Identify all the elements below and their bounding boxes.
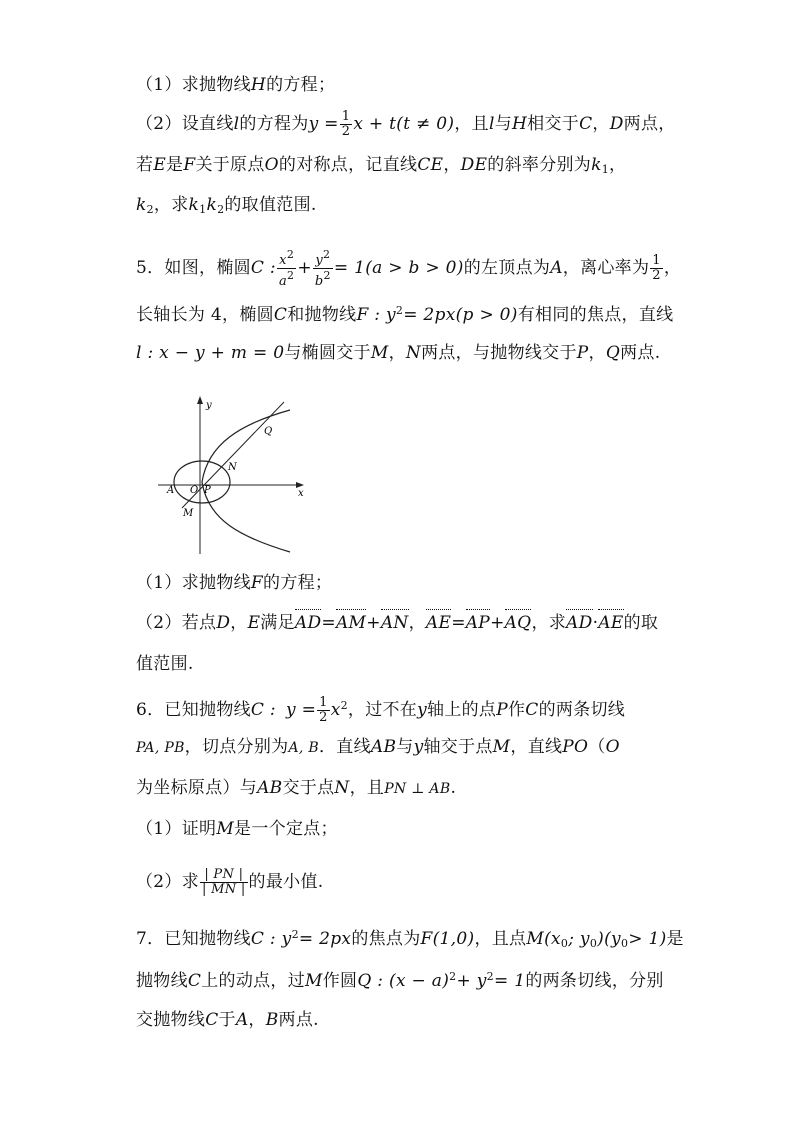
label-A: A bbox=[167, 485, 175, 496]
den bbox=[277, 269, 296, 289]
var-F: F bbox=[183, 155, 196, 175]
eq: ; y bbox=[568, 929, 590, 949]
vector-AM: AM bbox=[335, 613, 367, 633]
q6-line1 bbox=[136, 695, 625, 725]
var-H: H bbox=[512, 114, 528, 134]
var-y: y bbox=[413, 737, 424, 757]
text: 和抛物线 bbox=[287, 305, 357, 325]
fraction bbox=[313, 248, 333, 289]
text: 是 bbox=[666, 929, 684, 949]
text: 两点. bbox=[278, 1010, 319, 1030]
text: 的焦点为 bbox=[351, 929, 421, 949]
op: + bbox=[366, 613, 381, 633]
op: + bbox=[297, 258, 312, 278]
text: 5．如图，椭圆 bbox=[136, 258, 251, 278]
var-B: B bbox=[265, 1010, 279, 1030]
op: · bbox=[592, 613, 599, 633]
text: ，切点分别为 bbox=[184, 737, 289, 757]
text: ， bbox=[588, 343, 606, 363]
q5-line1 bbox=[136, 248, 681, 289]
subscript: 0 bbox=[560, 937, 569, 950]
subscript: 2 bbox=[217, 203, 225, 216]
var-P: P bbox=[496, 700, 508, 720]
q5-part2-line1 bbox=[136, 612, 658, 634]
text: （2）求 bbox=[136, 872, 200, 892]
q5-part2-line2 bbox=[136, 653, 194, 675]
text: 轴交于点 bbox=[423, 737, 493, 757]
var-C: C bbox=[579, 114, 593, 134]
var-C: C bbox=[273, 305, 288, 325]
vector-AQ: AQ bbox=[504, 613, 532, 633]
ellipse-parabola-figure bbox=[150, 392, 320, 562]
var-Q: Q bbox=[605, 343, 621, 363]
vector-AP: AP bbox=[465, 613, 491, 633]
eq: PN ⊥ AB bbox=[384, 781, 451, 797]
fraction bbox=[650, 254, 663, 283]
text: 相交于 bbox=[527, 114, 580, 134]
var-M: M bbox=[216, 819, 235, 839]
text: ，离心率为 bbox=[562, 258, 650, 278]
text: 与椭圆交于 bbox=[284, 343, 371, 363]
var-C: C bbox=[525, 700, 539, 720]
vector-AD: AD bbox=[294, 613, 322, 633]
q7-line3 bbox=[136, 1009, 319, 1031]
den: | MN | bbox=[202, 882, 246, 897]
text: ， bbox=[230, 613, 248, 633]
q4-part2-line1 bbox=[136, 110, 676, 139]
text: 的取 bbox=[623, 613, 659, 633]
var-E: E bbox=[153, 155, 167, 175]
text: 是一个定点； bbox=[234, 819, 338, 839]
var-M: M bbox=[492, 737, 511, 757]
var-D: D bbox=[609, 114, 624, 134]
num bbox=[313, 248, 333, 269]
q4-part2-line2 bbox=[136, 154, 626, 181]
text: 的两条切线，分别 bbox=[525, 971, 664, 991]
text: 有相同的焦点，直线 bbox=[517, 305, 674, 325]
text: 的方程为 bbox=[239, 114, 309, 134]
sup: 2 bbox=[340, 699, 348, 712]
var-AB: AB bbox=[257, 778, 283, 798]
text: 两点. bbox=[620, 343, 661, 363]
var-k: k bbox=[206, 195, 218, 215]
var-M: M bbox=[370, 343, 389, 363]
text: 交抛物线 bbox=[136, 1010, 206, 1030]
text: 作圆 bbox=[322, 971, 358, 991]
subscript: 0 bbox=[589, 937, 598, 950]
text: 的两条切线 bbox=[538, 700, 626, 720]
parabola bbox=[202, 410, 290, 552]
text: 值范围. bbox=[136, 654, 194, 674]
sup: 2 bbox=[286, 248, 295, 261]
subscript: 1 bbox=[199, 203, 207, 216]
var-O: O bbox=[264, 155, 279, 175]
text: 两点，与抛物线交于 bbox=[421, 343, 577, 363]
den bbox=[313, 269, 333, 289]
text: ，求 bbox=[531, 613, 567, 633]
eq: F : y bbox=[356, 305, 396, 325]
den: 2 bbox=[319, 710, 328, 725]
text: 轴上的点 bbox=[427, 700, 497, 720]
vector-AE: AE bbox=[425, 613, 452, 633]
vector-AN: AN bbox=[380, 613, 409, 633]
num bbox=[277, 248, 296, 269]
text: 为坐标原点）与 bbox=[136, 778, 258, 798]
num: 1 bbox=[341, 109, 351, 124]
label-P: P bbox=[204, 485, 211, 496]
text: 满足 bbox=[260, 613, 295, 633]
text: 的斜率分别为 bbox=[487, 155, 592, 175]
var-A: A bbox=[550, 258, 563, 278]
text: ，直线 bbox=[510, 737, 563, 757]
var-DE: DE bbox=[460, 155, 488, 175]
sup: 2 bbox=[323, 269, 331, 282]
eq: y = bbox=[308, 114, 339, 134]
var-O: O bbox=[605, 737, 620, 757]
var-H: H bbox=[250, 75, 267, 95]
text: ， bbox=[663, 258, 682, 278]
sup: 2 bbox=[287, 269, 295, 282]
sup: 2 bbox=[486, 970, 494, 983]
q6-part2 bbox=[136, 868, 323, 897]
var-l: l bbox=[233, 114, 240, 134]
var-k: k bbox=[591, 155, 602, 175]
var-C: C bbox=[205, 1010, 219, 1030]
eq: y = bbox=[285, 700, 317, 720]
q4-part1 bbox=[136, 74, 335, 96]
var-P: P bbox=[576, 343, 589, 363]
text: ，过不在 bbox=[347, 700, 418, 720]
text: ，求 bbox=[153, 195, 189, 215]
subscript: 0 bbox=[620, 937, 629, 950]
eq: C : y bbox=[250, 929, 292, 949]
sup: 2 bbox=[323, 248, 331, 261]
q5-part1 bbox=[136, 572, 332, 594]
sup: 2 bbox=[291, 928, 299, 941]
num: 1 bbox=[319, 695, 328, 710]
op: + bbox=[490, 613, 505, 633]
text: ，且点 bbox=[474, 929, 527, 949]
var-N: N bbox=[405, 343, 422, 363]
var-x: x bbox=[330, 700, 341, 720]
var-l: l bbox=[488, 114, 495, 134]
text: ， bbox=[609, 155, 627, 175]
fraction bbox=[317, 696, 330, 725]
text: 的方程； bbox=[266, 75, 336, 95]
eq: > 1) bbox=[628, 929, 667, 949]
eq: = 2px(p > 0) bbox=[403, 305, 518, 325]
q5-line3 bbox=[136, 342, 660, 364]
op: = bbox=[451, 613, 466, 633]
op: = bbox=[321, 613, 336, 633]
text: （1）求抛物线 bbox=[136, 573, 251, 593]
eq: = 1(a > b > 0) bbox=[333, 258, 464, 278]
text: 的取值范围. bbox=[224, 195, 317, 215]
q5-line2 bbox=[136, 300, 673, 326]
text: ，且 bbox=[454, 114, 489, 134]
subscript: 2 bbox=[146, 203, 154, 216]
text: 两点， bbox=[623, 114, 676, 134]
eq: (x bbox=[544, 929, 561, 949]
q7-line2 bbox=[136, 966, 664, 992]
text: 的方程； bbox=[263, 573, 333, 593]
q6-line2 bbox=[136, 736, 620, 759]
vector-AD: AD bbox=[566, 613, 593, 633]
q6-line3 bbox=[136, 777, 456, 800]
subscript: 1 bbox=[601, 163, 610, 176]
fraction bbox=[340, 110, 353, 139]
var-x: x bbox=[279, 253, 287, 268]
fraction bbox=[200, 868, 248, 897]
var-F: F bbox=[250, 573, 264, 593]
var-N: N bbox=[334, 778, 350, 798]
eq: = 2px bbox=[298, 929, 352, 949]
text: 交于点 bbox=[282, 778, 335, 798]
var-M: M bbox=[526, 929, 545, 949]
text: ， bbox=[408, 613, 426, 633]
den: 2 bbox=[341, 124, 351, 139]
text: ， bbox=[443, 155, 461, 175]
text: 上的动点，过 bbox=[201, 971, 306, 991]
var-C: C : bbox=[250, 258, 276, 278]
var-a: a bbox=[278, 274, 288, 289]
label-x: x bbox=[298, 488, 304, 499]
text: ， bbox=[592, 114, 610, 134]
num: | PN | bbox=[200, 868, 248, 883]
text: . bbox=[450, 778, 457, 798]
var-k: k bbox=[188, 195, 200, 215]
text: （1）求抛物线 bbox=[136, 75, 251, 95]
vector-AE: AE bbox=[598, 613, 624, 633]
text: 的对称点，记直线 bbox=[278, 155, 418, 175]
text: 的最小值. bbox=[248, 872, 324, 892]
var-PA-PB: PA, PB bbox=[136, 740, 185, 756]
eq: x + t(t ≠ 0) bbox=[353, 114, 455, 134]
text: 与 bbox=[396, 737, 414, 757]
q6-part1 bbox=[136, 818, 338, 840]
q4-part2-line3 bbox=[136, 194, 317, 221]
eq: = 1 bbox=[493, 971, 526, 991]
eq: l : x − y + m = 0 bbox=[136, 343, 285, 363]
label-M: M bbox=[183, 508, 194, 519]
text: 关于原点 bbox=[195, 155, 265, 175]
var-A-B: A, B bbox=[288, 740, 319, 756]
y-axis-arrow bbox=[197, 396, 203, 404]
text: （1）证明 bbox=[136, 819, 217, 839]
label-y: y bbox=[206, 400, 212, 411]
num: 1 bbox=[652, 253, 661, 268]
label-N: N bbox=[228, 462, 237, 473]
eq: Q : (x − a) bbox=[357, 971, 450, 991]
q7-line1 bbox=[136, 924, 684, 955]
label-Q: Q bbox=[264, 426, 273, 437]
text: 6．已知抛物线 bbox=[136, 700, 251, 720]
text: （ bbox=[588, 737, 606, 757]
eq: + y bbox=[456, 971, 487, 991]
text: 抛物线 bbox=[136, 971, 188, 991]
text: 7．已知抛物线 bbox=[136, 929, 251, 949]
var-D: D bbox=[216, 613, 231, 633]
den: 2 bbox=[652, 268, 661, 283]
text: 作 bbox=[507, 700, 526, 720]
text: 与 bbox=[494, 114, 513, 134]
label-O: O bbox=[190, 485, 199, 496]
fraction bbox=[277, 248, 296, 289]
text: ．直线 bbox=[318, 737, 371, 757]
text: 是 bbox=[166, 155, 184, 175]
eq: F(1,0) bbox=[420, 929, 475, 949]
text: ， bbox=[388, 343, 406, 363]
text: 长轴长为 4，椭圆 bbox=[136, 305, 274, 325]
var-y: y bbox=[417, 700, 428, 720]
var-E: E bbox=[247, 613, 261, 633]
var-k: k bbox=[136, 195, 147, 215]
text: 若 bbox=[136, 155, 154, 175]
var-PO: PO bbox=[562, 737, 589, 757]
text: 的左顶点为 bbox=[463, 258, 551, 278]
text: （2）若点 bbox=[136, 613, 217, 633]
var-C: C : bbox=[250, 700, 276, 720]
var-A: A bbox=[235, 1010, 249, 1030]
eq: )(y bbox=[597, 929, 621, 949]
text: （2）设直线 bbox=[136, 114, 234, 134]
var-M: M bbox=[305, 971, 323, 991]
var-y: y bbox=[315, 253, 324, 268]
sup: 2 bbox=[395, 304, 404, 317]
text: ， bbox=[248, 1010, 266, 1030]
var-C: C bbox=[187, 971, 202, 991]
var-b: b bbox=[314, 274, 324, 289]
text: 于 bbox=[218, 1010, 236, 1030]
var-AB: AB bbox=[370, 737, 397, 757]
sup: 2 bbox=[449, 970, 457, 983]
var-CE: CE bbox=[417, 155, 444, 175]
text: ，且 bbox=[349, 778, 385, 798]
